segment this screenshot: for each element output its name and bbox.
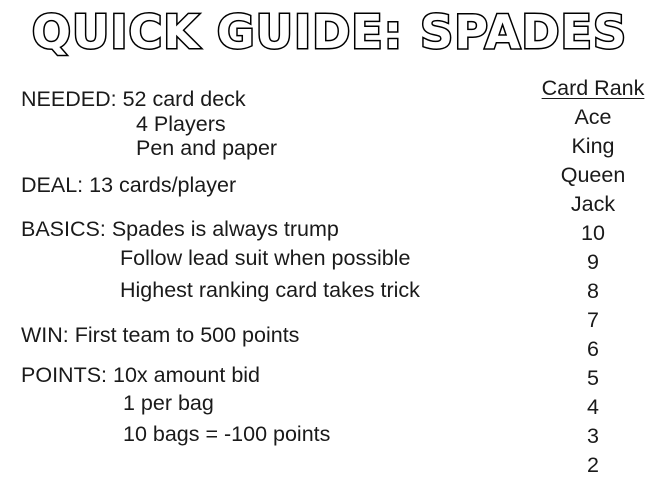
basics-label: BASICS:: [21, 217, 106, 241]
points-item: 10x amount bid: [113, 363, 261, 387]
card-rank-list: [531, 74, 655, 479]
needed-row: [21, 86, 246, 112]
deal-row: [21, 172, 236, 198]
card-rank-item: 9: [587, 250, 599, 274]
win-label: WIN:: [21, 323, 69, 347]
points-item: 10 bags = -100 points: [123, 422, 331, 446]
card-rank-item: 6: [587, 337, 599, 361]
points-item: 1 per bag: [123, 391, 214, 415]
card-rank-item: Jack: [570, 192, 616, 216]
card-rank-item: 8: [587, 279, 599, 303]
points-label: POINTS:: [21, 363, 108, 387]
needed-item: 52 card deck: [122, 87, 246, 111]
needed-item: 4 Players: [136, 112, 226, 136]
basics-item: Follow lead suit when possible: [120, 246, 411, 270]
needed-item: Pen and paper: [136, 136, 278, 160]
basics-row: [21, 216, 339, 242]
deal-label: DEAL:: [21, 173, 84, 197]
deal-text: 13 cards/player: [89, 173, 237, 197]
needed-label: NEEDED:: [21, 87, 117, 111]
card-rank-item: 2: [587, 453, 599, 477]
basics-item: Highest ranking card takes trick: [120, 278, 420, 302]
card-rank-header: Card Rank: [541, 76, 645, 100]
win-row: [21, 322, 299, 348]
card-rank-item: 4: [587, 395, 599, 419]
card-rank-item: Ace: [574, 105, 612, 129]
basics-item: Spades is always trump: [111, 217, 339, 241]
card-rank-item: 7: [587, 308, 599, 332]
card-rank-item: 5: [587, 366, 599, 390]
card-rank-item: King: [571, 134, 615, 158]
page-title: QUICK GUIDE: SPADES: [31, 5, 628, 59]
card-rank-item: 10: [581, 221, 605, 245]
points-row: [21, 362, 260, 388]
win-text: First team to 500 points: [74, 323, 300, 347]
card-rank-item: Queen: [560, 163, 626, 187]
card-rank-item: 3: [587, 424, 599, 448]
